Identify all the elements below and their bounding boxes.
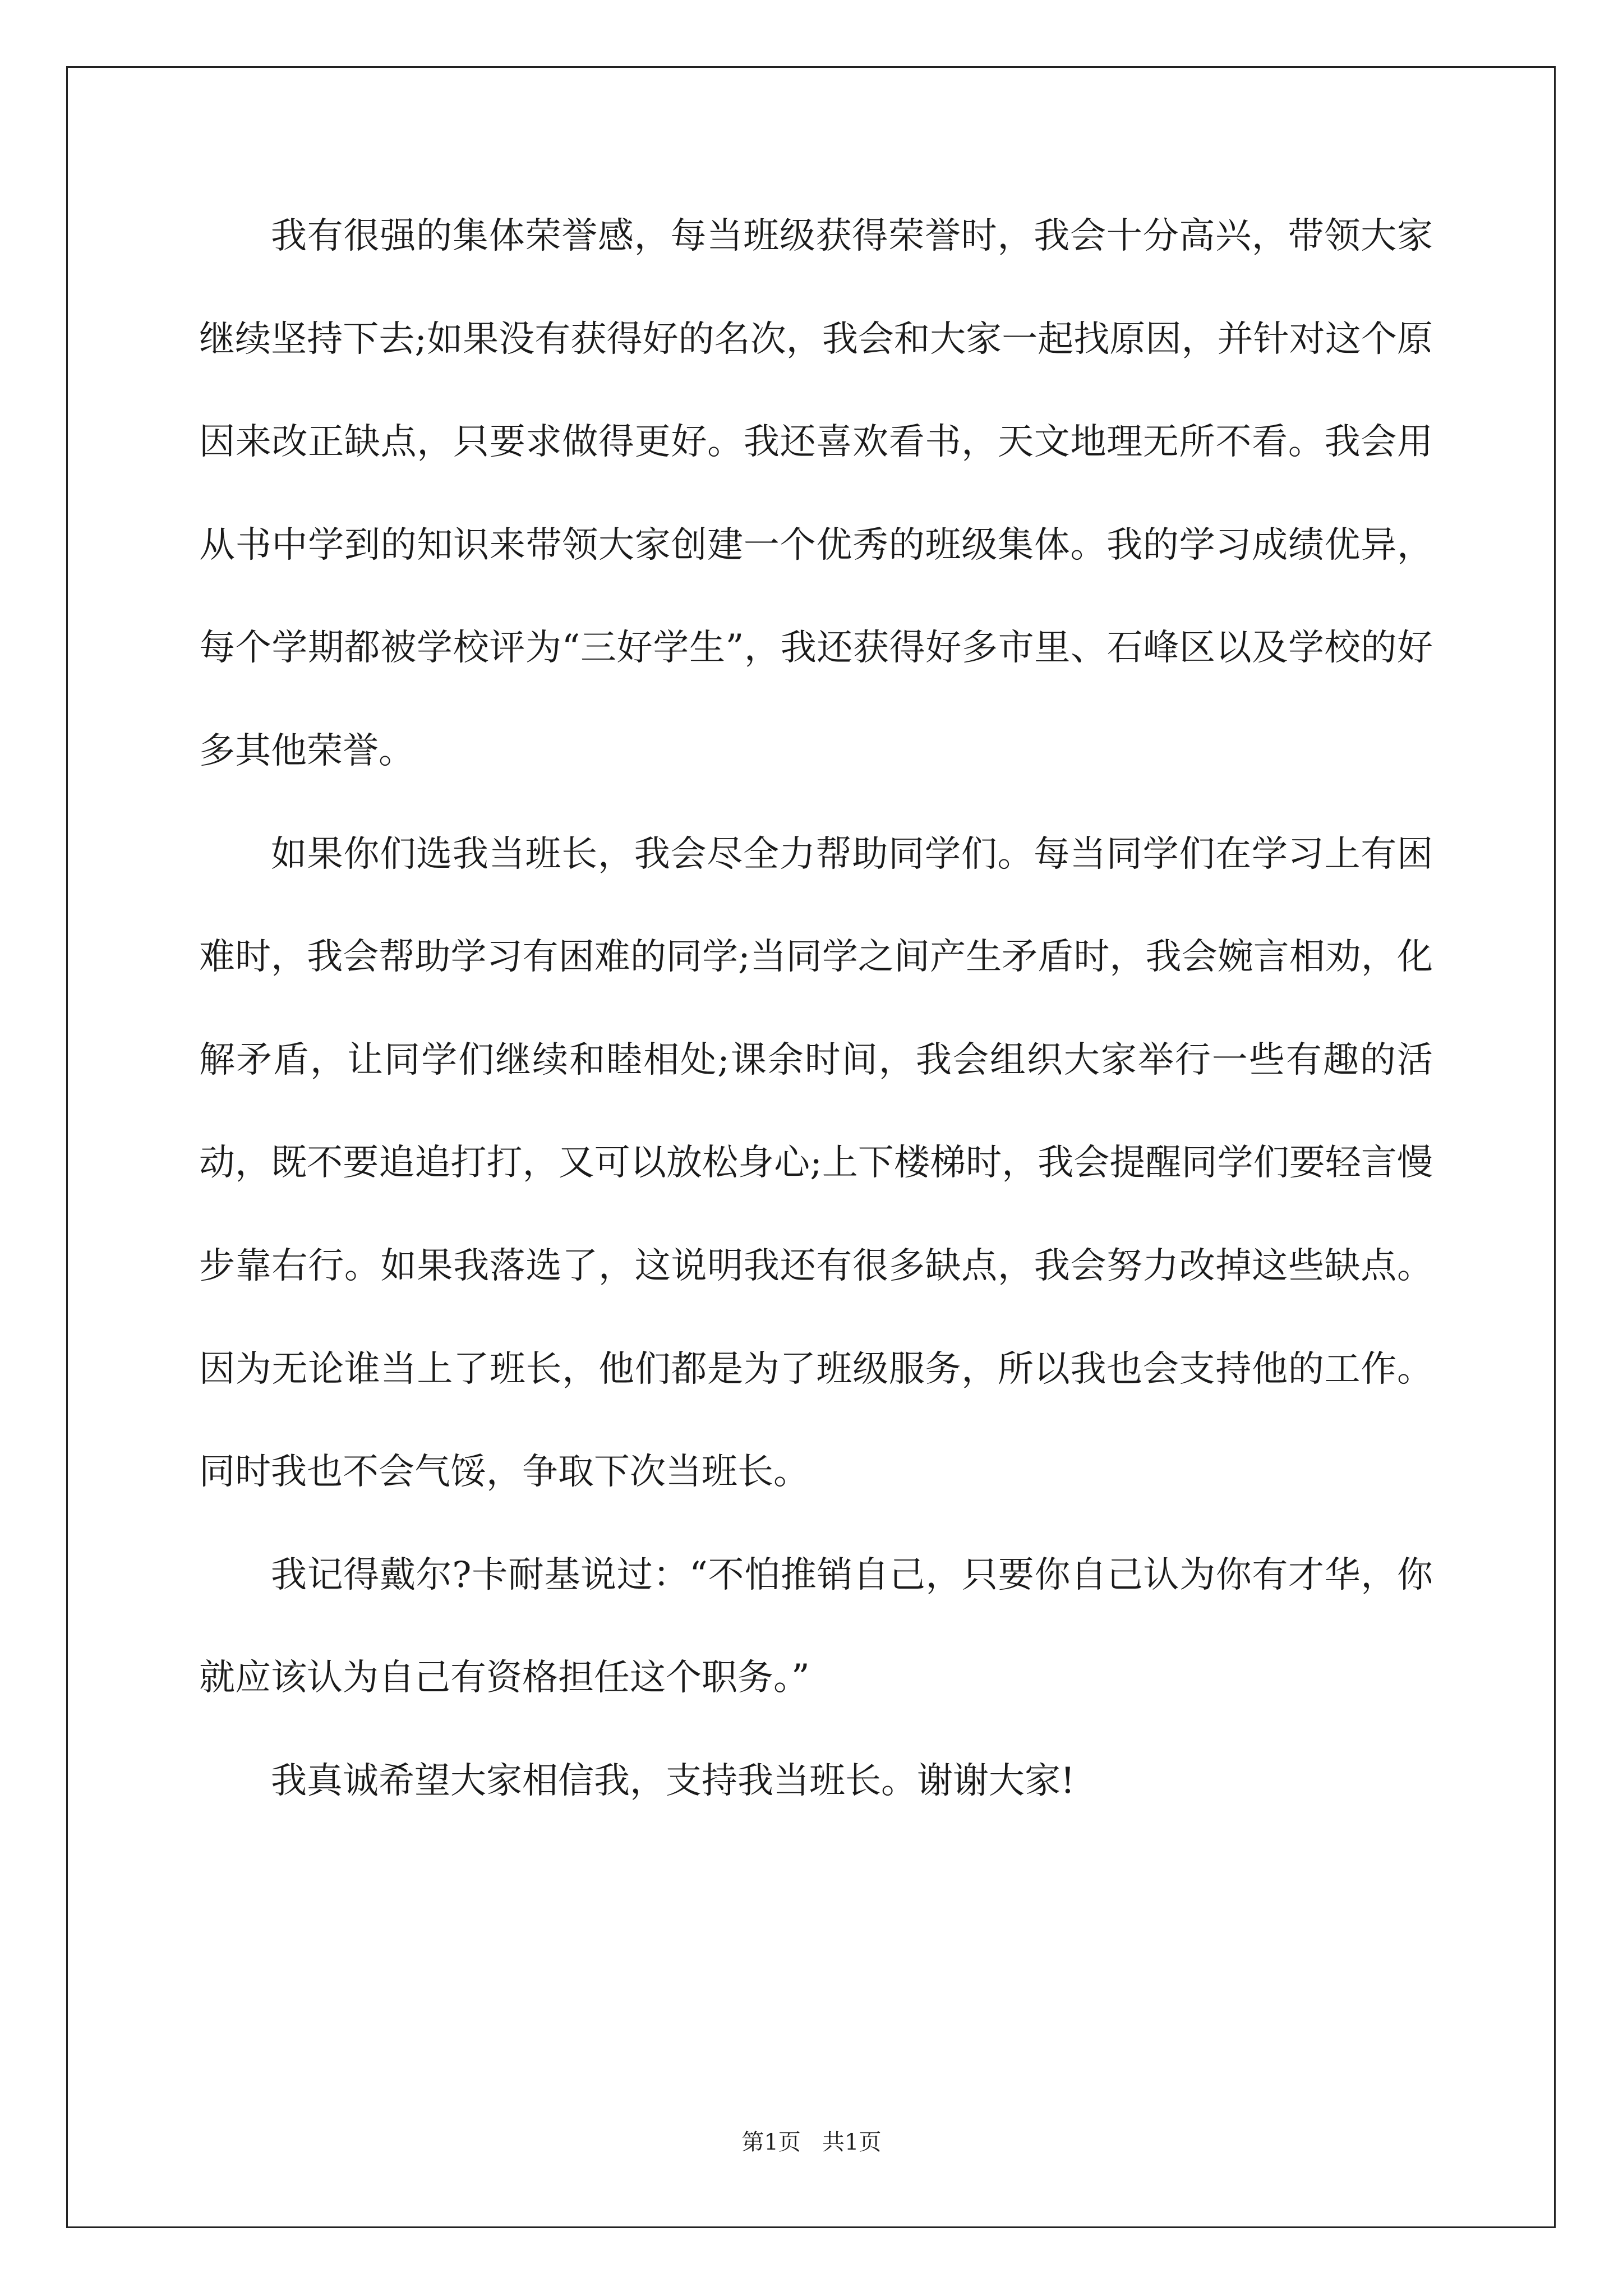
paragraph-2: 如果你们选我当班长，我会尽全力帮助同学们。每当同学们在学习上有困难时，我会帮助学习有困难的同学;当同学之间产生矛盾时，我会婉言相劝，化解矛盾，让同学们继续和睦相处;课余时间，我会组织大家举行一些有趣的活动，既不要追追打打，又可以放松身心;上下楼梯时，我会提醒同学们要轻言慢步靠右行。如果我落选了，这说明我还有很多缺点，我会努力改掉这些缺点。因为无论谁当上了班长，他们都是为了班级服务，所以我也会支持他的工作。同时我也不会气馁，争取下次当班长。: [199, 833, 1433, 1493]
paragraph-1: 我有很强的集体荣誉感，每当班级获得荣誉时，我会十分高兴，带领大家继续坚持下去;如果没有获得好的名次，我会和大家一起找原因，并针对这个原因来改正缺点，只要求做得更好。我还喜欢看书，天文地理无所不看。我会用从书中学到的知识来带领大家创建一个优秀的班级集体。我的学习成绩优异，每个学期都被学校评为“三好学生”，我还获得好多市里、石峰区以及学校的好多其他荣誉。: [199, 215, 1433, 772]
page-number-footer: 第1页 共1页: [741, 2129, 882, 2155]
document-body: [199, 185, 1433, 1833]
paragraph-4: 我真诚希望大家相信我，支持我当班长。谢谢大家!: [271, 1760, 1075, 1802]
paragraph-3: 我记得戴尔?卡耐基说过：“不怕推销自己，只要你自己认为你有才华，你就应该认为自己有资格担任这个职务。”: [199, 1554, 1433, 1699]
